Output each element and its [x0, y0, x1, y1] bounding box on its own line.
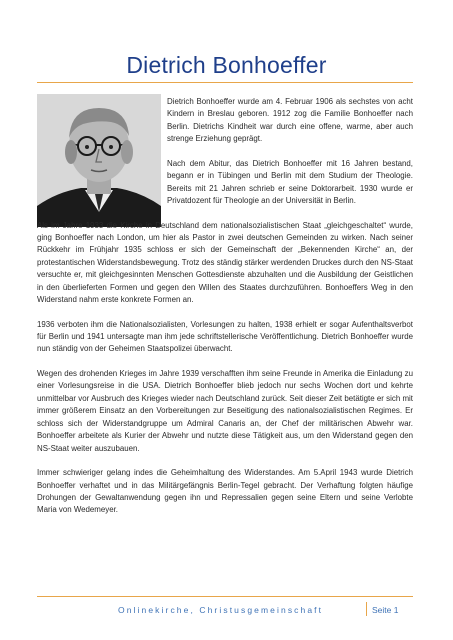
footer-site-name: Onlinekirche, Christusgemeinschaft — [118, 605, 324, 615]
title-divider — [37, 82, 413, 83]
footer-separator — [366, 602, 367, 616]
page-number: Seite 1 — [372, 605, 399, 615]
paragraph: Als im Jahre 1933 die Kirche in Deutschland dem nationalsozialistischen Staat „gleichgeschaltet“ wurde, ging Bonhoeffer nach London, um hier als Pastor in zwei deutschen Gemeinden zu wirken. Nach seiner Rückkehr im Frühjahr 1935 schloss er sich der Gemeinschaft der „Bekennenden Kirche“ an, der protestantischen Widerstandsbewegung. Trotz des ständig stärker werdenden Druckes durch den NS-Staat versuchte er, mit gleichgesinnten Menschen Gottesdienste abzuhalten und die Ausbildung der Geistlichen in den überlieferten Formen und gegen den Willen des Staates durchzuführen. Bonhoeffers Weg in den Widerstand nahm erste konkrete Formen an. — [37, 220, 413, 305]
paragraph: Wegen des drohenden Krieges im Jahre 1939 verschafften ihm seine Freunde in Amerika die Einladung zu einer Vorlesungsreise in die USA. Dietrich Bonhoeffer blieb jedoch nur sechs Wochen dort und kehrte unmittelbar vor Ausbruch des Krieges wieder nach Deutschland zurück. Seit dieser Zeit betätigte er sich mit immer größerem Einsatz an den Vorbereitungen zur Beseitigung des nationalsozialistischen Regimes. Er schloss sich der Widerstandgruppe um Admiral Canaris an, der Chef der militärischen Abwehr war. Bonhoeffer arbeitete als Kurier der Abwehr und nutzte diese Tätigkeit aus, um den Widerstand gegen den NS-Staat weiter auszubauen. — [37, 369, 413, 453]
paragraph: 1936 verboten ihm die Nationalsozialisten, Vorlesungen zu halten, 1938 erhielt er sogar Aufenthaltsverbot für Berlin und 1941 untersagte man ihm jede schriftstellerische Veröffentlichung. Dietrich Bonhoeffer wurde nun ständig von der Geheimen Staatspolizei überwacht. — [37, 319, 413, 354]
paragraph: Immer schwieriger gelang indes die Geheimhaltung des Widerstandes. Am 5.April 1943 wurde Dietrich Bonhoeffer verhaftet und in das Militärgefängnis Berlin-Tegel gebracht. Der Verhaftung folgten häufige Drohungen der Gewaltanwendung gegen ihn und Repressalien gegen seine Eltern und seine Verlobte Maria von Wedemeyer. — [37, 468, 413, 515]
article-body — [37, 96, 413, 529]
paragraph: Nach dem Abitur, das Dietrich Bonhoeffer mit 16 Jahren bestand, begann er in Tübingen und Berlin mit dem Studium der Theologie. Bereits mit 21 Jahren schrieb er seine Doktorarbeit. 1930 wurde er Privatdozent für Theologie an der Universität in Berlin. — [167, 158, 413, 206]
paragraph: Dietrich Bonhoeffer wurde am 4. Februar 1906 als sechstes von acht Kindern in Breslau geboren. 1912 zog die Familie Bonhoeffer nach Berlin. Dietrichs Kindheit war durch eine offene, warme, aber auch strenge Erziehung geprägt. — [167, 97, 413, 144]
page-title: Dietrich Bonhoeffer — [126, 52, 327, 78]
footer-divider — [37, 596, 413, 597]
photo-wrap-space — [37, 96, 167, 214]
